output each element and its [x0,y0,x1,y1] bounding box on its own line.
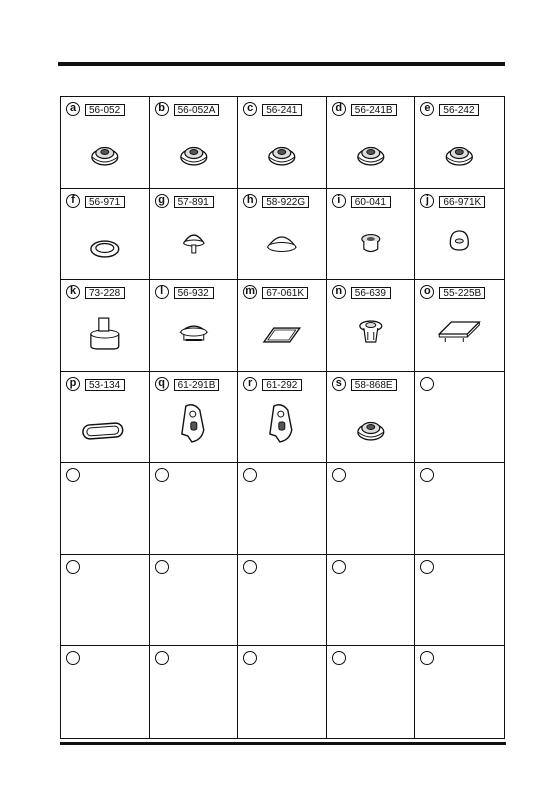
item-letter-circle [420,560,434,574]
item-letter-circle [66,468,80,482]
parts-grid-cell [61,372,150,464]
item-letter-circle [155,651,169,665]
parts-grid-cell [327,280,416,372]
parts-grid-cell [415,97,504,189]
grommet-icon [327,121,415,183]
dome-plug-icon [238,213,326,275]
grommet-icon [238,121,326,183]
item-letter-circle [420,651,434,665]
flat-pad-icon [238,304,326,366]
parts-grid-cell [61,189,150,281]
parts-grid-cell [150,555,239,647]
parts-grid-cell [238,97,327,189]
part-number-label: 55-225B [439,287,485,299]
top-rule [58,62,505,66]
item-letter-circle: q [155,377,169,391]
item-letter-circle: f [66,194,80,208]
parts-grid-cell [327,646,416,738]
item-letter-circle: a [66,102,80,116]
parts-grid-cell [150,97,239,189]
item-letter-circle [420,468,434,482]
part-number-label: 57-891 [174,196,214,208]
item-letter-circle [332,651,346,665]
parts-grid-cell [150,280,239,372]
part-number-label: 56-052A [174,104,220,116]
parts-grid-cell [327,97,416,189]
item-letter-circle: o [420,285,434,299]
item-letter-circle [243,560,257,574]
item-letter-circle: b [155,102,169,116]
parts-grid-cell [327,189,416,281]
part-number-label: 56-241B [351,104,397,116]
grommet-icon [150,121,238,183]
item-letter-circle: d [332,102,346,116]
item-letter-circle: h [243,194,257,208]
parts-grid-cell [238,372,327,464]
grommet-icon [415,121,504,183]
part-number-label: 56-639 [351,287,391,299]
grommet-icon [327,396,415,458]
clip-block-icon [61,304,149,366]
bracket-clip-icon [238,396,326,458]
item-letter-circle [243,468,257,482]
bottom-rule [60,742,506,745]
part-number-label: 60-041 [351,196,391,208]
bracket-clip-icon [150,396,238,458]
parts-grid-cell [61,555,150,647]
parts-grid [60,96,505,739]
parts-grid-cell [415,555,504,647]
parts-grid-cell [327,463,416,555]
parts-grid-cell [415,280,504,372]
parts-grid-cell [415,189,504,281]
parts-grid-cell [61,97,150,189]
item-letter-circle: i [332,194,346,208]
parts-grid-cell [238,646,327,738]
parts-grid-cell [238,463,327,555]
item-letter-circle [155,468,169,482]
grommet-icon [61,121,149,183]
parts-grid-cell [238,555,327,647]
item-letter-circle [155,560,169,574]
part-number-label: 56-052 [85,104,125,116]
oval-grommet-icon [61,396,149,458]
ring-grommet-icon [61,213,149,275]
item-letter-circle: s [332,377,346,391]
item-letter-circle: m [243,285,257,299]
parts-grid-cell [150,189,239,281]
item-letter-circle [420,377,434,391]
item-letter-circle [332,560,346,574]
parts-grid-cell [415,463,504,555]
part-number-label: 56-971 [85,196,125,208]
item-letter-circle [66,651,80,665]
part-number-label: 73-228 [85,287,125,299]
part-number-label: 67-061K [262,287,308,299]
item-letter-circle: l [155,285,169,299]
part-number-label: 61-292 [262,379,302,391]
knob-plug-icon [415,213,504,275]
part-number-label: 56-932 [174,287,214,299]
part-number-label: 66-971K [439,196,485,208]
square-plug-icon [415,304,504,366]
item-letter-circle: k [66,285,80,299]
parts-grid-cell [327,372,416,464]
parts-grid-cell [150,463,239,555]
parts-grid-cell [61,646,150,738]
part-number-label: 58-922G [262,196,309,208]
item-letter-circle: n [332,285,346,299]
item-letter-circle: r [243,377,257,391]
mushroom-plug-icon [150,213,238,275]
cap-plug-icon [150,304,238,366]
item-letter-circle: p [66,377,80,391]
part-number-label: 56-242 [439,104,479,116]
parts-grid-cell [415,646,504,738]
item-letter-circle [66,560,80,574]
part-number-label: 53-134 [85,379,125,391]
fastener-icon [327,304,415,366]
parts-grid-cell [238,280,327,372]
parts-grid-cell [327,555,416,647]
item-letter-circle: j [420,194,434,208]
part-number-label: 56-241 [262,104,302,116]
parts-grid-cell [61,463,150,555]
parts-grid-cell [150,372,239,464]
parts-grid-cell [415,372,504,464]
item-letter-circle [332,468,346,482]
item-letter-circle: e [420,102,434,116]
part-number-label: 61-291B [174,379,220,391]
parts-grid-cell [150,646,239,738]
parts-grid-cell [238,189,327,281]
parts-grid-cell [61,280,150,372]
part-number-label: 58-868E [351,379,397,391]
item-letter-circle: c [243,102,257,116]
item-letter-circle [243,651,257,665]
bushing-icon [327,213,415,275]
item-letter-circle: g [155,194,169,208]
